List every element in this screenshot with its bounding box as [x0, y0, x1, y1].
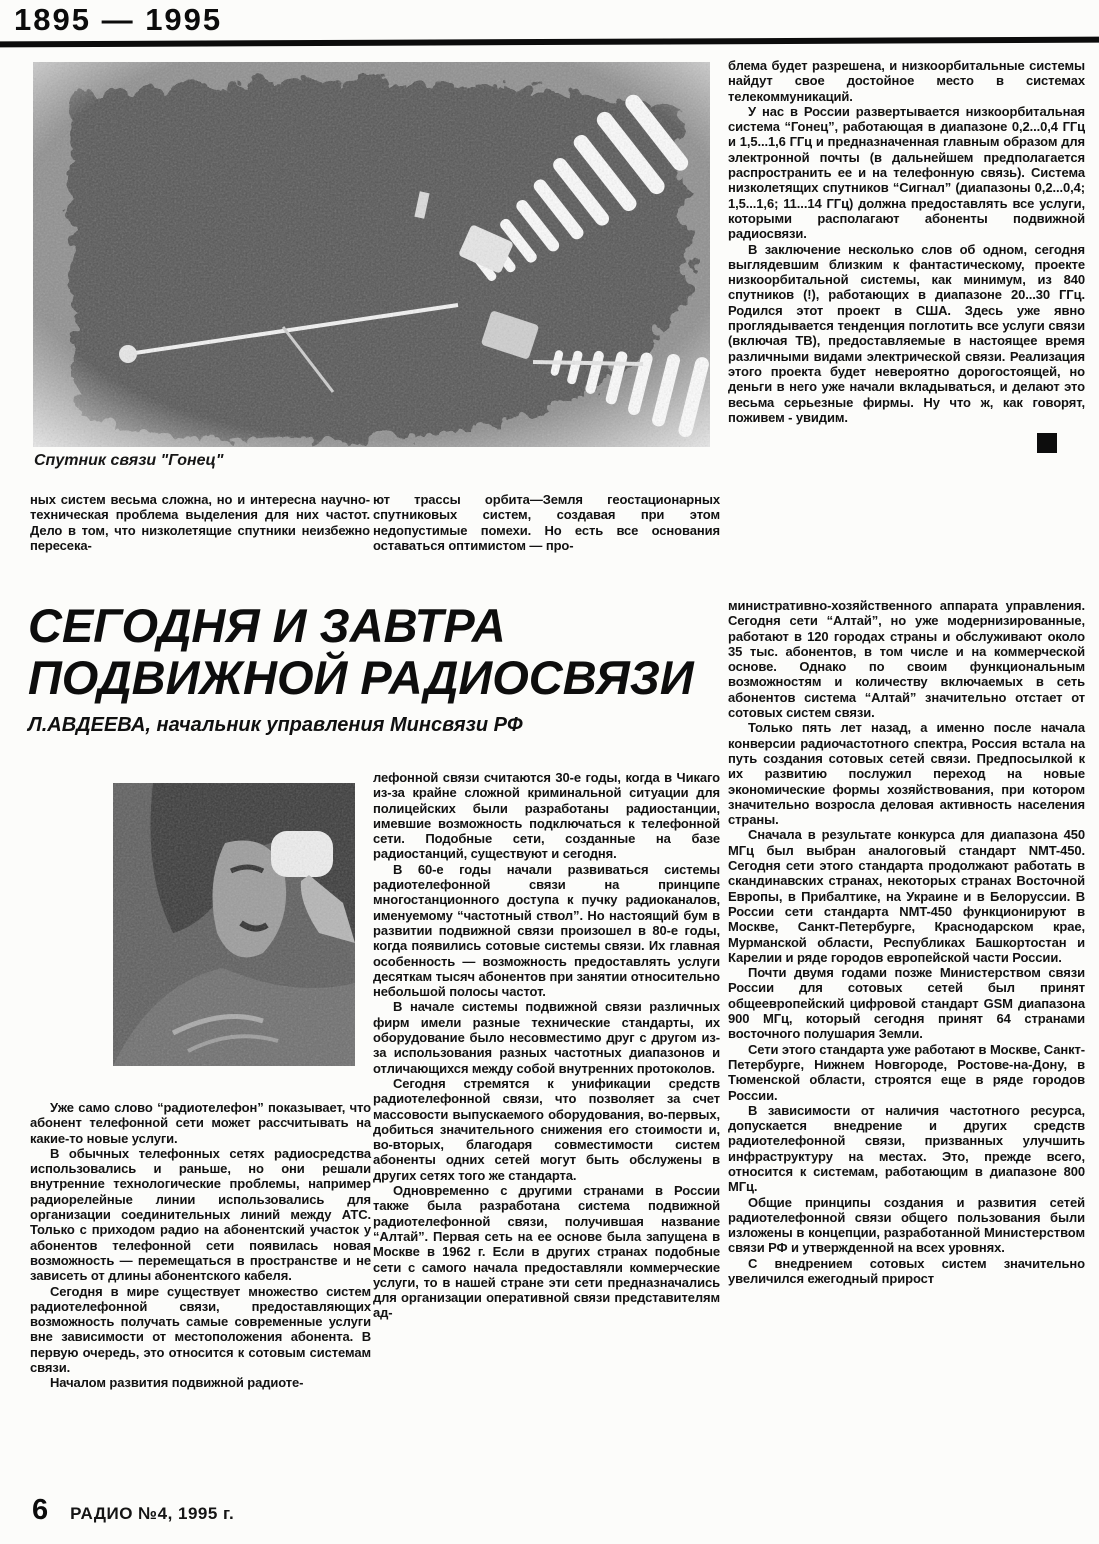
paragraph: В 60-е годы начали развиваться системы радиотелефонной связи на принципе многостанционного доступа к пучку радиоканалов, именуемому “частотный ствол”. Но настоящий бум в развитии подвижной связи произошел в 80-е годы, когда появились сотовые системы связи. Их главная особенность — возможность предоставлять услуги десяткам тысяч абонентов при занятии относительно небольшой полосы частот.	[373, 861, 720, 1000]
article-title-line2: ПОДВИЖНОЙ РАДИОСВЯЗИ	[28, 651, 694, 704]
header-rule	[0, 37, 1099, 48]
paragraph: Сети этого стандарта уже работают в Москве, Санкт-Петербурге, Нижнем Новгороде, Ростове-на-Дону, в Тюменской области, строятся еще в ряде городов России.	[728, 1041, 1085, 1103]
paragraph: У нас в России развертывается низкоорбитальная система “Гонец”, работающая в диапазоне 0,2...0,4 ГГц и 1,5...1,6 ГГц и предназначенная главным образом для электронной почты (в дальнейшем предполагается распространить ее и на телефонную связь). Система низколетящих спутников “Сигнал” (диапазоны 0,2...0,4; 1,5...1,6; 11...14 ГГц) должна предоставлять все услуги, которыми располагают абоненты подвижной радиосвязи.	[728, 103, 1085, 242]
article-column-middle	[373, 770, 720, 1321]
anniversary-heading: 1895 — 1995	[14, 2, 223, 37]
paragraph: Сегодня в мире существует множество систем радиотелефонной связи, предоставляющих возможность получать самые современные услуги вне зависимости от местоположения абонента. В первую очередь, это относится к сотовым системам связи.	[30, 1283, 371, 1376]
paragraph: лефонной связи считаются 30-е годы, когда в Чикаго из-за крайне сложной криминальной ситуации для полицейских были разработаны радиостанции, имевшие возможность подключаться к телефонной сети. Подобные сети, созданные на базе радиостанций, существуют и сегодня.	[373, 770, 720, 862]
paragraph: министративно-хозяйственного аппарата управления. Сегодня сети “Алтай”, но уже модернизированные, работают в 120 городах страны и обслуживают около 35 тыс. абонентов, в том числе и на коммерческой основе. Однако по своим функциональным возможностям и количеству включаемых в сеть абонентов система “Алтай” значительно отстает от сотовых систем связи.	[728, 598, 1085, 721]
paragraph: В заключение несколько слов об одном, сегодня выглядевшим близким к фантастическому, проекте низкоорбитальной системы, как минимум, из 840 спутников (!), работающих в диапазоне 20...30 ГГц. Родился этот проект в США. Здесь уже явно проглядывается тенденция поглотить все услуги связи (включая ТВ), предоставляемые в настоящее время различными видами электрической связи. Реализация этого проекта будет невероятно дорогостоящей, но деньги в него уже начали вкладываться, и делают это весьма серьезные фирмы. Ну что ж, как говорят, поживем - увидим.	[728, 241, 1085, 425]
photo-caption: Спутник связи "Гонец"	[34, 452, 224, 469]
paragraph: блема будет разрешена, и низкоорбитальные системы найдут свое достойное место в системах телекоммуникаций.	[728, 58, 1085, 104]
paragraph: Только пять лет назад, а именно после начала конверсии радиочастотного спектра, Россия встала на путь создания сотовых сетей связи. Предпосылкой к их развитию послужил переход на новые экономические формы хозяйствования, при котором значительно возросла деловая активность населения страны.	[728, 720, 1085, 828]
issue-label: РАДИО №4, 1995 г.	[70, 1504, 235, 1523]
paragraph: Общие принципы создания и развития сетей радиотелефонной связи общего пользования были изложены в концепции, разработанной Министерством связи РФ и утвержденной на всех уровнях.	[728, 1194, 1085, 1256]
satellite-photo	[33, 62, 710, 447]
paragraph: Почти двумя годами позже Министерством связи России для сотовых сетей был принят общеевропейский цифровой стандарт GSM диапазона 900 МГц, который сегодня принят 64 странами восточного полушария Земли.	[728, 965, 1085, 1042]
intro-column-middle	[373, 492, 720, 553]
portrait-photo	[113, 783, 355, 1066]
end-of-article-marker	[1037, 433, 1057, 453]
intro-column-left	[30, 492, 370, 553]
paragraph: В зависимости от наличия частотного ресурса, допускается внедрение и других средств радиотелефонной связи, призванных улучшить инфраструктуру на местах. Это, прежде всего, относится к системам, работающим в диапазоне 800 МГц.	[728, 1102, 1085, 1195]
page-number: 6	[32, 1494, 49, 1526]
paragraph: Сегодня стремятся к унификации средств радиотелефонной связи, что позволяет за счет массовости выпускаемого оборудования, во-первых, добиться значительного снижения его стоимости и, во-вторых, благодаря совместимости систем абоненты одних сетей могут быть обслужены в других сетях того же стандарта.	[373, 1075, 720, 1183]
paragraph: С внедрением сотовых систем значительно увеличился ежегодный прирост	[728, 1255, 1085, 1287]
article-column-left	[30, 1100, 371, 1391]
paragraph: В обычных телефонных сетях радиосредства использовались и раньше, но они решали внутренние технологические проблемы, например радиорелейные линии использовались для организации соединительных линий между АТС. Только с приходом радио на абонентский участок у абонентов телефонной сети появилась новая возможность — перемещаться в пространстве и не зависеть от длины абонентского кабеля.	[30, 1145, 371, 1284]
page-footer	[32, 1494, 234, 1527]
paragraph: Сначала в результате конкурса для диапазона 450 МГц был выбран аналоговый стандарт NMT-450. Сегодня сети этого стандарта продолжают работать в скандинавских странах, некоторых странах Восточной Европы, в Прибалтике, на Украине и в Белоруссии. В России сети стандарта NMT-450 функционируют в Москве, Санкт-Петербурге, Краснодарском крае, Мурманской области, Республиках Башкортостан и Карелии и ряде городов европейской части России.	[728, 827, 1085, 965]
paragraph: ных систем весьма сложна, но и интересна научно-техническая проблема выделения для них частот. Дело в том, что низколетящие спутники неизбежно пересека-	[30, 492, 370, 553]
article-author: Л.АВДЕЕВА, начальник управления Минсвязи РФ	[28, 714, 523, 736]
paragraph: Началом развития подвижной радиоте-	[50, 1375, 304, 1391]
paragraph: ют трассы орбита—Земля геостационарных спутниковых систем, создавая при этом недопустимые помехи. Но есть все основания оставаться оптимистом — про-	[373, 492, 720, 553]
intro-column-right	[728, 58, 1085, 453]
paragraph: Одновременно с другими странами в России также была разработана система подвижной радиотелефонной связи, получившая название “Алтай”. Первая сеть на ее основе была запущена в Москве в 1962 г. Если в других странах подобные сети с самого начала предоставляли коммерческие услуги, то в нашей стране эти сети предназначались для организации оперативной связи представителям ад-	[373, 1183, 720, 1321]
article-column-right	[728, 598, 1085, 1286]
article-title	[28, 600, 728, 704]
paragraph: В начале системы подвижной связи различных фирм имели разные технические стандарты, их оборудование было несовместимо друг с другом из-за использования разных частотных диапазонов и отличающихся между собой внутренних протоколов.	[373, 999, 720, 1076]
paragraph: Уже само слово “радиотелефон” показывает, что абонент телефонной сети может рассчитывать на какие-то новые услуги.	[30, 1100, 371, 1146]
article-title-line1: СЕГОДНЯ И ЗАВТРА	[28, 599, 506, 652]
